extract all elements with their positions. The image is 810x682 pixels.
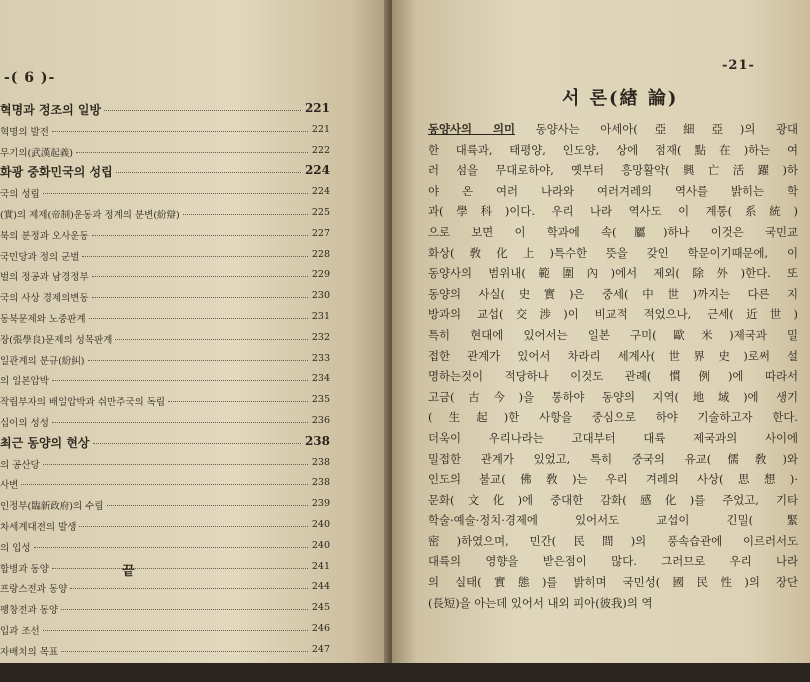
toc-entry-title: 차세계대전의 발생 xyxy=(0,521,77,533)
toc-entry xyxy=(0,620,330,641)
toc-entry xyxy=(0,287,330,308)
text-line xyxy=(428,243,798,264)
text-line-content: (長短)을 아는데 있어서 내외 피아(彼我)의 역 xyxy=(428,595,653,610)
text-line xyxy=(428,366,798,387)
toc-leader-dots xyxy=(107,504,308,506)
toc-entry-title: 북의 분정과 오사운동 xyxy=(0,230,89,242)
toc-leader-dots xyxy=(76,151,308,153)
toc-entry xyxy=(0,662,330,682)
toc-entry xyxy=(0,308,330,329)
right-page-number: -21- xyxy=(722,58,755,73)
text-line-content: 한 대륙과, 태평양, 인도양, 상에 점재(點在)하는 여 xyxy=(428,142,798,157)
toc-leader-dots xyxy=(79,525,308,527)
toc-entry xyxy=(0,246,330,267)
text-line-content: 야 온 여러 나라와 여러겨레의 역사를 밝히는 학 xyxy=(428,183,798,198)
toc-entry xyxy=(0,578,330,599)
text-line-content: 密)하였으며, 민간(民間)의 풍속습관에 이르러서도 xyxy=(428,533,798,548)
toc-entry-title: 십이의 성성 xyxy=(0,417,49,429)
toc-entry-page: 249 xyxy=(311,664,330,676)
toc-entry-page: 233 xyxy=(311,352,330,364)
toc-entry xyxy=(0,204,330,225)
text-line xyxy=(428,469,798,490)
lead-term: 동양사의 의미 xyxy=(428,122,515,136)
toc-leader-dots xyxy=(92,234,308,236)
toc-leader-dots xyxy=(52,379,308,381)
toc-entry-title: 무기의(武漢起義) xyxy=(0,147,73,159)
text-line xyxy=(428,428,798,449)
text-line-content: (生起)한 사항을 중심으로 하야 기술하고자 한다. xyxy=(428,410,798,425)
toc-entry-page: 239 xyxy=(311,498,330,510)
toc-leader-dots xyxy=(88,359,308,361)
toc-entry-page: 234 xyxy=(311,373,330,385)
toc-entry xyxy=(0,599,330,620)
toc-leader-dots xyxy=(52,421,308,423)
toc-leader-dots xyxy=(21,483,308,485)
toc-entry-title: 작립부자의 배일압박과 쉬만주국의 독립 xyxy=(0,397,166,409)
toc-section-entry xyxy=(0,100,330,121)
toc-leader-dots xyxy=(89,317,308,319)
toc-leader-dots xyxy=(115,338,308,340)
toc-entry-page: 225 xyxy=(311,206,330,218)
toc-entry-title: 장(張學良)문제의 성목판계 xyxy=(0,334,113,346)
toc-entry xyxy=(0,641,330,662)
toc-section-entry xyxy=(0,162,330,183)
toc-leader-dots xyxy=(52,567,308,569)
toc-entry-page: 231 xyxy=(311,310,330,322)
text-line-content: 러 섬을 무대로하야, 옛부터 흥망활약(興亡活躍)하 xyxy=(428,163,798,178)
toc-entry-page: 227 xyxy=(311,227,330,239)
text-line-content: 방과의 교섭(交涉)이 비교적 적었으나, 근세(近世) xyxy=(428,307,798,322)
toc-entry xyxy=(0,142,330,163)
toc-entry-page: 238 xyxy=(304,433,330,448)
table-of-contents xyxy=(0,100,330,682)
text-line xyxy=(428,387,798,408)
right-page-introduction xyxy=(392,0,810,663)
toc-entry xyxy=(0,183,330,204)
toc-entry-page: 238 xyxy=(311,456,330,468)
text-line xyxy=(428,222,798,243)
toc-entry-page: 240 xyxy=(311,518,330,530)
toc-leader-dots xyxy=(92,275,308,277)
toc-entry-title: 합병과 동양 xyxy=(0,563,49,575)
toc-entry-page: 232 xyxy=(311,331,330,343)
toc-entry-page: 245 xyxy=(311,602,330,614)
toc-entry-title: 화광 중화민국의 성립 xyxy=(0,165,113,180)
toc-leader-dots xyxy=(116,171,301,173)
toc-entry-title: 입과 조선 xyxy=(0,625,40,637)
text-line xyxy=(428,201,798,222)
toc-leader-dots xyxy=(43,463,308,465)
toc-entry-title: 프랑스전과 동양 xyxy=(0,584,68,596)
text-line-content: 의 실태(實態)를 밝히며 국민성(國民性)의 장단 xyxy=(428,575,798,590)
toc-entry-page: 241 xyxy=(311,560,330,572)
text-line-content: 명하는것이 적당하나 이것도 관례(慣例)에 따라서 xyxy=(428,369,798,384)
toc-entry-page: 236 xyxy=(311,414,330,426)
text-line-content: 접한 관계가 있어서 차라리 세계사(世界史)로써 설 xyxy=(428,348,798,363)
text-line xyxy=(428,119,798,140)
toc-entry-page: 221 xyxy=(311,123,330,135)
text-line xyxy=(428,449,798,470)
text-line xyxy=(428,531,798,552)
toc-entry-title: 혁명과 정조의 일방 xyxy=(0,103,102,117)
toc-entry-page: 228 xyxy=(311,248,330,260)
text-line-content: 학술·예술·정치·경제에 있어서도 교섭이 긴밀(緊 xyxy=(428,513,798,528)
toc-entry xyxy=(0,225,330,246)
text-line-content: 인도의 불교(佛敎)는 우리 겨레의 사상(思想)· xyxy=(428,472,798,487)
toc-entry-title: 팽창전과 동양 xyxy=(0,605,59,617)
toc-entry xyxy=(0,537,330,558)
toc-entry-page: 246 xyxy=(311,622,330,634)
text-line xyxy=(428,510,798,531)
left-page-number: -( 6 )- xyxy=(4,70,56,86)
toc-entry-title: 혁명의 발전 xyxy=(0,126,49,138)
toc-entry-title: 의 일본압박 xyxy=(0,376,49,388)
text-line-content: 고금(古今)을 통하야 동양의 지역(地域)에 생기 xyxy=(428,389,798,404)
toc-entry xyxy=(0,454,330,475)
text-line xyxy=(428,346,798,367)
toc-leader-dots xyxy=(82,255,308,257)
text-line-content: 밀접한 관계가 있었고, 특히 중국의 유교(儒敎)와 xyxy=(428,451,798,466)
toc-entry xyxy=(0,495,330,516)
text-line xyxy=(428,551,798,572)
toc-entry xyxy=(0,121,330,142)
toc-entry-page: 222 xyxy=(311,144,330,156)
toc-leader-dots xyxy=(92,296,308,298)
toc-entry-title: 동북문제와 노중판계 xyxy=(0,313,86,325)
toc-entry-title: 사변 xyxy=(0,480,19,492)
toc-entry-title: 의 입성 xyxy=(0,542,31,554)
toc-leader-dots xyxy=(104,109,301,111)
end-mark: 끝 xyxy=(122,564,135,579)
toc-leader-dots xyxy=(61,608,308,610)
text-line xyxy=(428,160,798,181)
toc-entry-page: 247 xyxy=(311,643,330,655)
toc-leader-dots xyxy=(168,400,308,402)
text-line xyxy=(428,263,798,284)
toc-entry xyxy=(0,516,330,537)
toc-entry xyxy=(0,350,330,371)
text-line xyxy=(428,284,798,305)
toc-entry xyxy=(0,412,330,433)
text-line xyxy=(428,181,798,202)
toc-section-entry xyxy=(0,433,330,454)
toc-entry-title: 국민당과 정의 군벌 xyxy=(0,251,80,263)
text-line-content: 문화(文化)에 중대한 감화(感化)를 주었고, 기타 xyxy=(428,492,798,507)
toc-entry-page: 235 xyxy=(311,394,330,406)
toc-leader-dots xyxy=(43,192,308,194)
toc-leader-dots xyxy=(52,130,308,132)
toc-entry xyxy=(0,370,330,391)
text-line-content: 특히 현대에 있어서는 일본 구미(歐米)제국과 밀 xyxy=(428,327,798,342)
text-line-content: 동양사는 아세아(亞細亞)의 광대 xyxy=(515,122,798,136)
toc-entry-page: 224 xyxy=(304,163,330,178)
toc-leader-dots xyxy=(70,587,308,589)
toc-entry-page: 224 xyxy=(311,186,330,198)
toc-entry-title: 인정부(臨新政府)의 수립 xyxy=(0,501,104,513)
text-line xyxy=(428,407,798,428)
toc-leader-dots xyxy=(183,213,308,215)
text-line xyxy=(428,572,798,593)
toc-entry-page: 240 xyxy=(311,539,330,551)
toc-entry-page: 221 xyxy=(304,101,330,115)
left-page-table-of-contents xyxy=(0,0,392,676)
body-text xyxy=(428,119,798,613)
text-line xyxy=(428,304,798,325)
text-line xyxy=(428,593,798,614)
chapter-title: 서 론(緖 論) xyxy=(562,88,679,109)
toc-leader-dots xyxy=(34,546,308,548)
text-line-content: 대륙의 영향을 받은점이 많다. 그러므로 우리 나라 xyxy=(428,554,798,569)
text-line xyxy=(428,325,798,346)
toc-entry-page: 230 xyxy=(311,290,330,302)
toc-entry xyxy=(0,474,330,495)
toc-entry-title: 의 공산당 xyxy=(0,459,40,471)
text-line-content: 더욱이 우리나라는 고대부터 대륙 제국과의 사이에 xyxy=(428,430,798,445)
toc-entry-title: 국의 사상 경제의변동 xyxy=(0,293,89,305)
toc-entry xyxy=(0,558,330,579)
toc-leader-dots xyxy=(93,442,301,444)
toc-leader-dots xyxy=(43,629,308,631)
toc-entry-title: 자배치의 목표 xyxy=(0,646,59,658)
text-line-content: 화상(敎化上)특수한 뜻을 갖인 학문이기때문에, 이 xyxy=(428,245,798,260)
toc-entry-title: 국의 성립 xyxy=(0,189,40,201)
text-line-content: 동양사의 범위내(範圍內)에서 제외(除外)한다. 또 xyxy=(428,266,798,281)
text-line-content: 과(學科)이다. 우리 나라 역사도 이 계통(系統) xyxy=(428,204,798,219)
toc-leader-dots xyxy=(61,650,308,652)
toc-entry xyxy=(0,391,330,412)
toc-entry xyxy=(0,329,330,350)
text-line xyxy=(428,490,798,511)
toc-entry-title: 일관계의 분규(紛糾) xyxy=(0,355,85,367)
toc-entry-title: (實)의 제제(帝制)운동과 정계의 분변(紛辯) xyxy=(0,209,180,221)
toc-entry-page: 244 xyxy=(311,581,330,593)
toc-entry-title: 벌의 정공과 남경정부 xyxy=(0,272,89,284)
text-line-content: 동양의 사실(史實)은 중세(中世)까지는 다른 지 xyxy=(428,286,798,301)
text-line xyxy=(428,140,798,161)
toc-entry-page: 229 xyxy=(311,269,330,281)
text-line-content: 으로 보면 이 학과에 속(屬)하나 이것은 국민교 xyxy=(428,224,798,239)
toc-entry-page: 238 xyxy=(311,477,330,489)
toc-entry xyxy=(0,266,330,287)
toc-entry-title: 최근 동양의 현상 xyxy=(0,435,90,450)
